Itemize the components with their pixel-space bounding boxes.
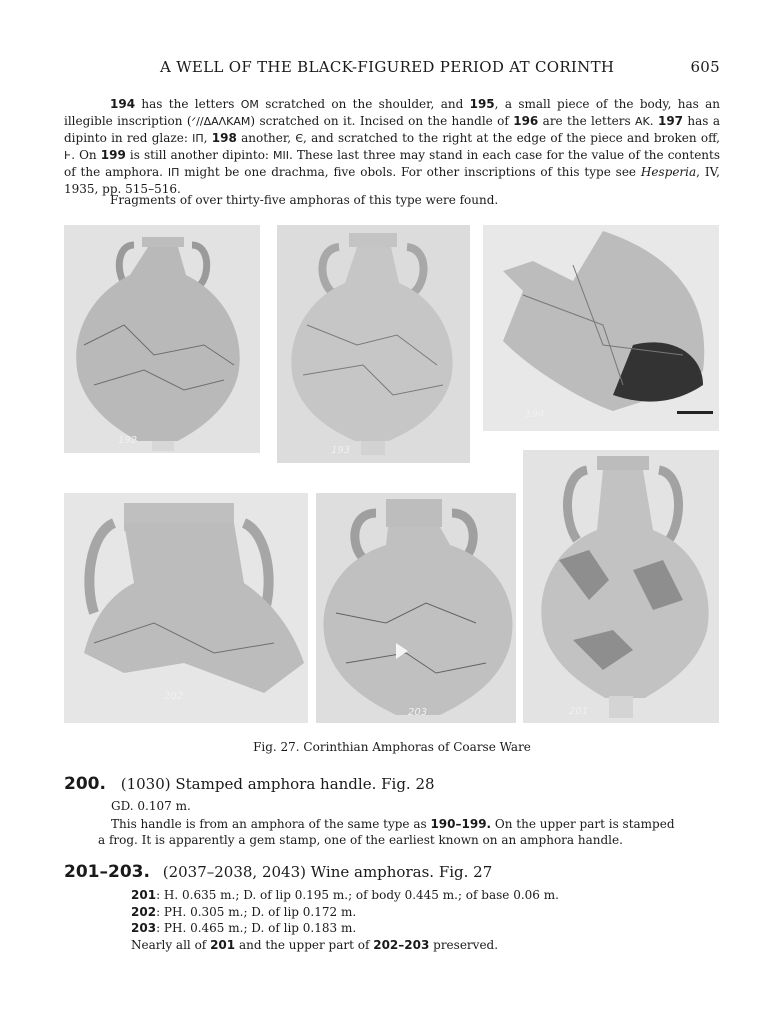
cross-reference: 190–199. <box>430 817 492 831</box>
ref-197: 197 <box>657 114 684 128</box>
text: . <box>649 114 658 128</box>
text: , <box>203 131 212 145</box>
intro-paragraph <box>64 96 720 197</box>
running-head <box>160 58 720 76</box>
running-head-title: A WELL OF THE BLACK-FIGURED PERIOD AT CORINTH <box>160 58 615 76</box>
dimension-row-201 <box>131 887 559 903</box>
text: . These last three may stand in each case for the value of the contents of the amphora. <box>64 148 721 179</box>
entry-200-description-line-2: a frog. It is apparently a gem stamp, one of the earliest known on an amphora handle. <box>98 833 623 847</box>
inscription: ᐟ//ΔΑΛΚΑΜ <box>191 115 251 128</box>
amphora-194-image <box>483 225 719 431</box>
text: . On <box>71 148 101 162</box>
text: This handle is from an amphora of the same type as <box>111 817 431 831</box>
photo-label: 203 <box>408 707 428 718</box>
entry-number: 201–203. <box>64 862 150 882</box>
text: is still another dipinto: <box>125 148 274 162</box>
ref-201: 201 <box>210 938 236 952</box>
photo-label: 193 <box>331 445 351 456</box>
text: On the upper part is stamped <box>491 817 675 831</box>
journal-title: Hesperia <box>640 165 697 179</box>
amphora-192-image <box>64 225 260 453</box>
photo-amphora-203 <box>316 493 516 723</box>
text: another, <box>236 131 296 145</box>
entry-number: 200. <box>64 774 106 794</box>
photo-amphora-192 <box>64 225 260 453</box>
inscription: ΜΙΙ <box>273 149 290 162</box>
text: : PH. 0.305 m.; D. of lip 0.172 m. <box>156 905 357 919</box>
entry-200-heading <box>64 774 435 794</box>
entry-title: (2037–2038, 2043) Wine amphoras. Fig. 27 <box>162 863 493 881</box>
dimension-row-203 <box>131 920 356 936</box>
text: , a small piece of the body, has an illegible inscription ( <box>64 97 721 128</box>
amphora-202-image <box>64 493 308 723</box>
text: has a dipinto in red glaze: <box>64 114 720 145</box>
photo-amphora-194 <box>483 225 719 431</box>
entry-201-203-heading <box>64 862 492 882</box>
ref-202-203: 202–203 <box>373 938 430 952</box>
photo-amphora-201 <box>523 450 719 723</box>
text: has the letters <box>135 97 241 111</box>
text: scratched on the shoulder, and <box>258 97 470 111</box>
text: , and scratched to the right at the edge of the piece and broken off, <box>303 131 720 145</box>
inscription: Є <box>295 132 304 145</box>
text: preserved. <box>429 938 499 952</box>
intro-paragraph-2: Fragments of over thirty-five amphoras of this type were found. <box>110 193 499 207</box>
preservation-note <box>131 937 498 953</box>
photo-amphora-193 <box>277 225 470 463</box>
ref-201: 201 <box>131 888 157 902</box>
entry-title: (1030) Stamped amphora handle. Fig. 28 <box>120 775 435 793</box>
photo-label: 192 <box>118 435 138 446</box>
text: : PH. 0.465 m.; D. of lip 0.183 m. <box>156 921 357 935</box>
photo-amphora-202 <box>64 493 308 723</box>
entry-200-description-line-1 <box>111 816 720 832</box>
amphora-193-image <box>277 225 470 463</box>
entry-200-dimension: GD. 0.107 m. <box>111 799 191 813</box>
text: Nearly all of <box>131 938 211 952</box>
text: are the letters <box>538 114 636 128</box>
ref-194: 194 <box>110 97 136 111</box>
ref-202: 202 <box>131 905 157 919</box>
ref-195: 195 <box>469 97 495 111</box>
dimension-row-202 <box>131 904 356 920</box>
text: , IV, 1935, pp. 515–516. <box>64 165 720 196</box>
text: might be one drachma, five obols. For other inscriptions of this type see <box>179 165 641 179</box>
inscription: Ͱ <box>64 149 72 162</box>
figure-caption: Fig. 27. Corinthian Amphoras of Coarse Ware <box>253 740 531 754</box>
text: : H. 0.635 m.; D. of lip 0.195 m.; of body 0.445 m.; of base 0.06 m. <box>156 888 559 902</box>
text: and the upper part of <box>235 938 374 952</box>
ref-196: 196 <box>513 114 539 128</box>
amphora-201-image <box>523 450 719 723</box>
photo-label: 194 <box>525 409 545 420</box>
amphora-203-image <box>316 493 516 723</box>
ref-198: 198 <box>211 131 237 145</box>
inscription: ΙΠ <box>192 132 204 145</box>
photo-label: 201 <box>569 706 589 717</box>
page-number: 605 <box>690 58 720 76</box>
inscription: ΙΠ <box>167 166 180 179</box>
text: ) scratched on it. Incised on the handle of <box>250 114 514 128</box>
photo-label: 202 <box>164 691 184 702</box>
ref-203: 203 <box>131 921 157 935</box>
inscription: ΑΚ <box>635 115 650 128</box>
ref-199: 199 <box>100 148 126 162</box>
inscription: OM <box>240 98 259 111</box>
